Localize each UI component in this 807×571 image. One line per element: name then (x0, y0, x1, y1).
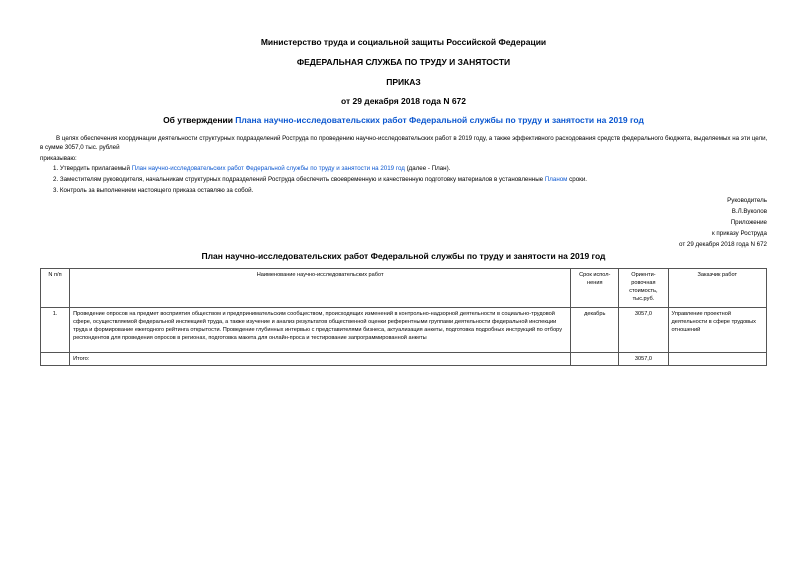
appendix-to: к приказу Роструда (711, 230, 767, 237)
order-item-1 (53, 164, 450, 173)
title-plan-link[interactable]: Плана научно-исследовательских работ Федеральной службы по труду и занятости на 2019 год (235, 115, 644, 125)
item1-prefix: 1. Утвердить прилагаемый (53, 165, 132, 172)
item2-suffix: сроки. (567, 176, 588, 183)
title-prefix: Об утверждении (163, 115, 236, 125)
plan-table (40, 268, 767, 366)
order-item-2 (53, 175, 587, 184)
item2-plan-link[interactable]: Планом (544, 176, 568, 183)
total-empty-customer (668, 353, 766, 366)
table-total-row (41, 353, 767, 366)
item1-suffix: (далее - План). (404, 165, 451, 172)
total-label: Итого: (70, 353, 571, 366)
ministry-heading: Министерство труда и социальной защиты Российской Федерации (260, 37, 547, 47)
col-term-header: Срок испол- нения (571, 269, 619, 308)
plan-title: План научно-исследовательских работ Федеральной службы по труду и занятости на 2019 год (201, 251, 606, 261)
date-number-heading: от 29 декабря 2018 года N 672 (340, 96, 467, 106)
total-empty-term (571, 353, 619, 366)
order-item-3: 3. Контроль за выполнением настоящего приказа оставляю за собой. (53, 187, 254, 194)
signer-name: В.Л.Вуколов (731, 208, 767, 215)
service-heading: ФЕДЕРАЛЬНАЯ СЛУЖБА ПО ТРУДУ И ЗАНЯТОСТИ (296, 57, 511, 67)
col-name-header: Наименование научно-исследовательских работ (70, 269, 571, 308)
row-num: 1. (41, 308, 70, 353)
order-word: приказываю: (40, 155, 77, 162)
row-term: декабрь (571, 308, 619, 353)
row-customer: Управление проектной деятельности в сфере трудовых отношений (668, 308, 766, 353)
col-cost-header: Ориенти- ровочная стоимость, тыс.руб. (619, 269, 668, 308)
appendix-date: от 29 декабря 2018 года N 672 (679, 241, 767, 248)
col-num-header: N п/п (41, 269, 70, 308)
table-row (41, 308, 767, 353)
item2-prefix: 2. Заместителям руководителя, начальникам структурных подразделений Роструда обеспечить своевременную и качественную подготовку материалов в установленные (53, 176, 545, 183)
table-header-row (41, 269, 767, 308)
intro-paragraph: В целях обеспечения координации деятельности структурных подразделений Роструда по проведению научно-исследовательских работ в 2019 году, а также эффективного расходования средств федерального бюджета, выделяемых на эти цели, в сумме 3057,0 тыс. рублей (40, 135, 768, 151)
item1-plan-link[interactable]: План научно-исследовательских работ Федеральной службы по труду и занятости на 2019 год (131, 165, 405, 172)
col-customer-header: Заказчик работ (668, 269, 766, 308)
row-cost: 3057,0 (619, 308, 668, 353)
signer-role: Руководитель (727, 197, 767, 204)
doc-type-heading: ПРИКАЗ (386, 77, 421, 87)
total-value: 3057,0 (619, 353, 668, 366)
appendix-label: Приложение (730, 219, 767, 226)
row-name: Проведение опросов на предмет восприятия обществом и предпринимательским сообществом, происходящих изменений в контрольно-надзорной деятельности в социально-трудовой сфере, осуществляемой федеральной инспекцией труда, а также изучение и анализ результатов общественной оценки референтными группами деятельности федеральной инспекции труда и формирование ежегодного рейтинга открытости. Проведение глубинных интервью с представителями бизнеса, актуализация анкеты, подготовка подробных инструкций по отбору респондентов для проведения опросов в регионах, подготовка макета для онлайн-проса и тестирование запрограммированной анкеты (70, 308, 571, 353)
document-title (0, 115, 807, 125)
total-empty-cell (41, 353, 70, 366)
